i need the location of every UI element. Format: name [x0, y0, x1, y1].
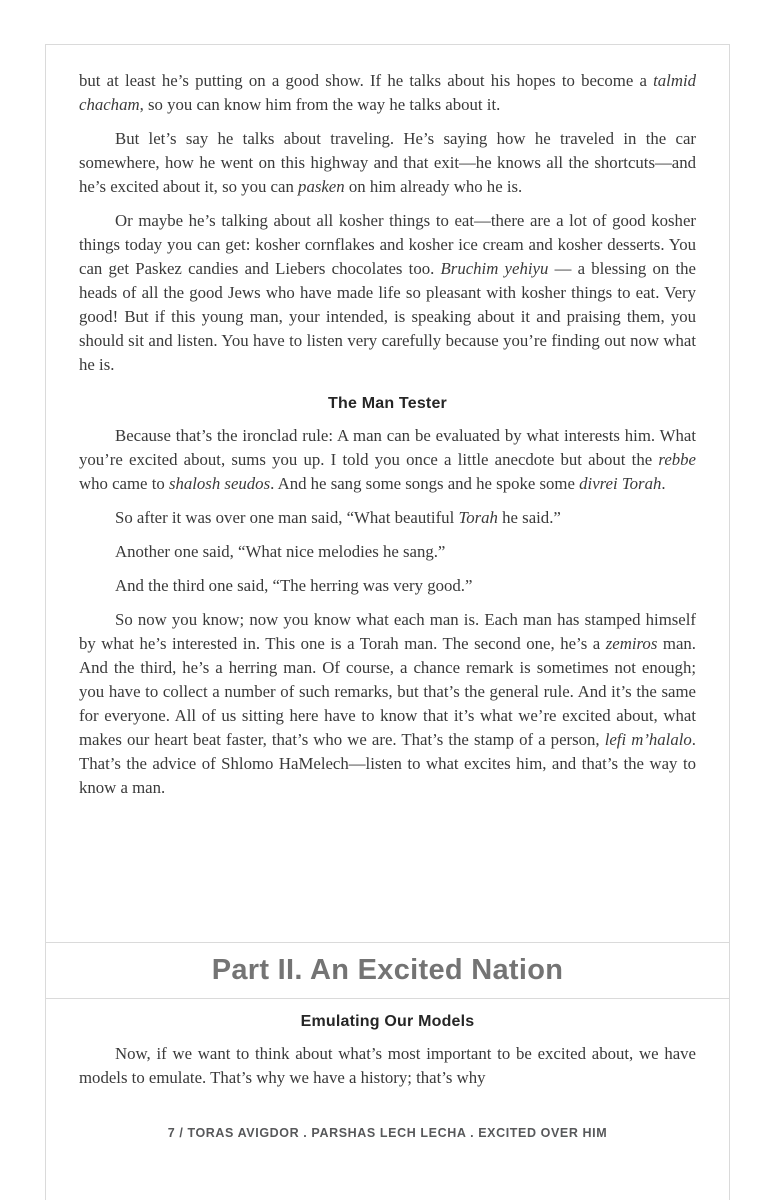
paragraph [79, 506, 696, 530]
text-run: divrei Torah [579, 474, 662, 493]
text-run: So after it was over one man said, “What beautiful [115, 508, 459, 527]
section-part1-text [46, 45, 729, 943]
paragraph [79, 424, 696, 496]
text-run: on him already who he is. [344, 177, 523, 196]
paragraph [79, 574, 696, 598]
text-run: he said.” [497, 508, 561, 527]
part-title: Part II. An Excited Nation [211, 954, 564, 986]
part1-paragraphs [79, 69, 696, 377]
text-run: shalosh seudos [168, 474, 271, 493]
paragraph [79, 540, 696, 564]
text-run: Now, if we want to think about what’s most important to be excited about, we have models to emulate. That’s why we have a history; that’s why [79, 1044, 696, 1087]
subheading-man-tester: The Man Tester [328, 395, 447, 412]
text-run: , so you can know him from the way he talks about it. [139, 95, 501, 114]
text-run: And the third one said, “The herring was very good.” [115, 576, 473, 595]
text-run: But let’s say he talks about traveling. He’s saying how he traveled in the car somewhere, how he went on this highway and that exit—he knows all the shortcuts—and he’s excited about it, so you can [79, 129, 696, 196]
text-run: rebbe [658, 450, 696, 469]
page-footer: 7 / TORAS AVIGDOR . PARSHAS LECH LECHA . EXCITED OVER HIM [167, 1126, 608, 1140]
paragraph [79, 69, 696, 117]
text-run: Bruchim yehiyu [440, 259, 549, 278]
section-part2-text [46, 999, 729, 1142]
text-run: . That’s the advice of Shlomo HaMelech—listen to what excites him, and that’s the way to know a man. [79, 730, 696, 797]
text-run: Because that’s the ironclad rule: A man can be evaluated by what interests him. What you’re excited about, sums you up. I told you once a little anecdote but about the [79, 426, 696, 469]
text-run: zemiros [605, 634, 658, 653]
subheading-emulating-our-models: Emulating Our Models [300, 1013, 475, 1030]
paragraph [79, 209, 696, 377]
text-run: man. And the third, he’s a herring man. Of course, a chance remark is sometimes not enough; you have to collect a number of such remarks, but that’s the general rule. And it’s the same for everyone. All of us sitting here have to know that it’s what we’re excited about, what makes our heart beat faster, that’s who we are. That’s the stamp of a person, [79, 634, 696, 749]
part2-paragraphs [79, 1042, 696, 1090]
paragraph [79, 608, 696, 800]
text-run: lefi m’halalo [604, 730, 692, 749]
paragraph [79, 1042, 696, 1090]
part-divider-band [46, 943, 729, 999]
text-run: Torah [458, 508, 498, 527]
text-run: talmid chacham [79, 71, 696, 114]
text-run: So now you know; now you know what each man is. Each man has stamped himself by what he’s interested in. This one is a Torah man. The second one, he’s a [79, 610, 696, 653]
text-run: but at least he’s putting on a good show. If he talks about his hopes to become a [79, 71, 654, 90]
text-run: . And he sang some songs and he spoke some [270, 474, 580, 493]
paragraph [79, 127, 696, 199]
text-run: pasken [298, 177, 345, 196]
text-run: who came to [79, 474, 169, 493]
text-run: Another one said, “What nice melodies he sang.” [115, 542, 446, 561]
document-page [45, 44, 730, 1200]
text-run: Or maybe he’s talking about all kosher things to eat—there are a lot of good kosher things today you can get: kosher cornflakes and kosher ice cream and kosher desserts. You can get Paskez candies and Liebers chocolates too. [79, 211, 696, 278]
text-run: . [661, 474, 666, 493]
man-tester-paragraphs [79, 424, 696, 800]
text-run: — a blessing on the heads of all the good Jews who have made life so pleasant with kosher things to eat. Very good! But if this young man, your intended, is speaking about it and praising them, you should sit and listen. You have to listen very carefully because you’re finding out now what he is. [79, 259, 696, 374]
